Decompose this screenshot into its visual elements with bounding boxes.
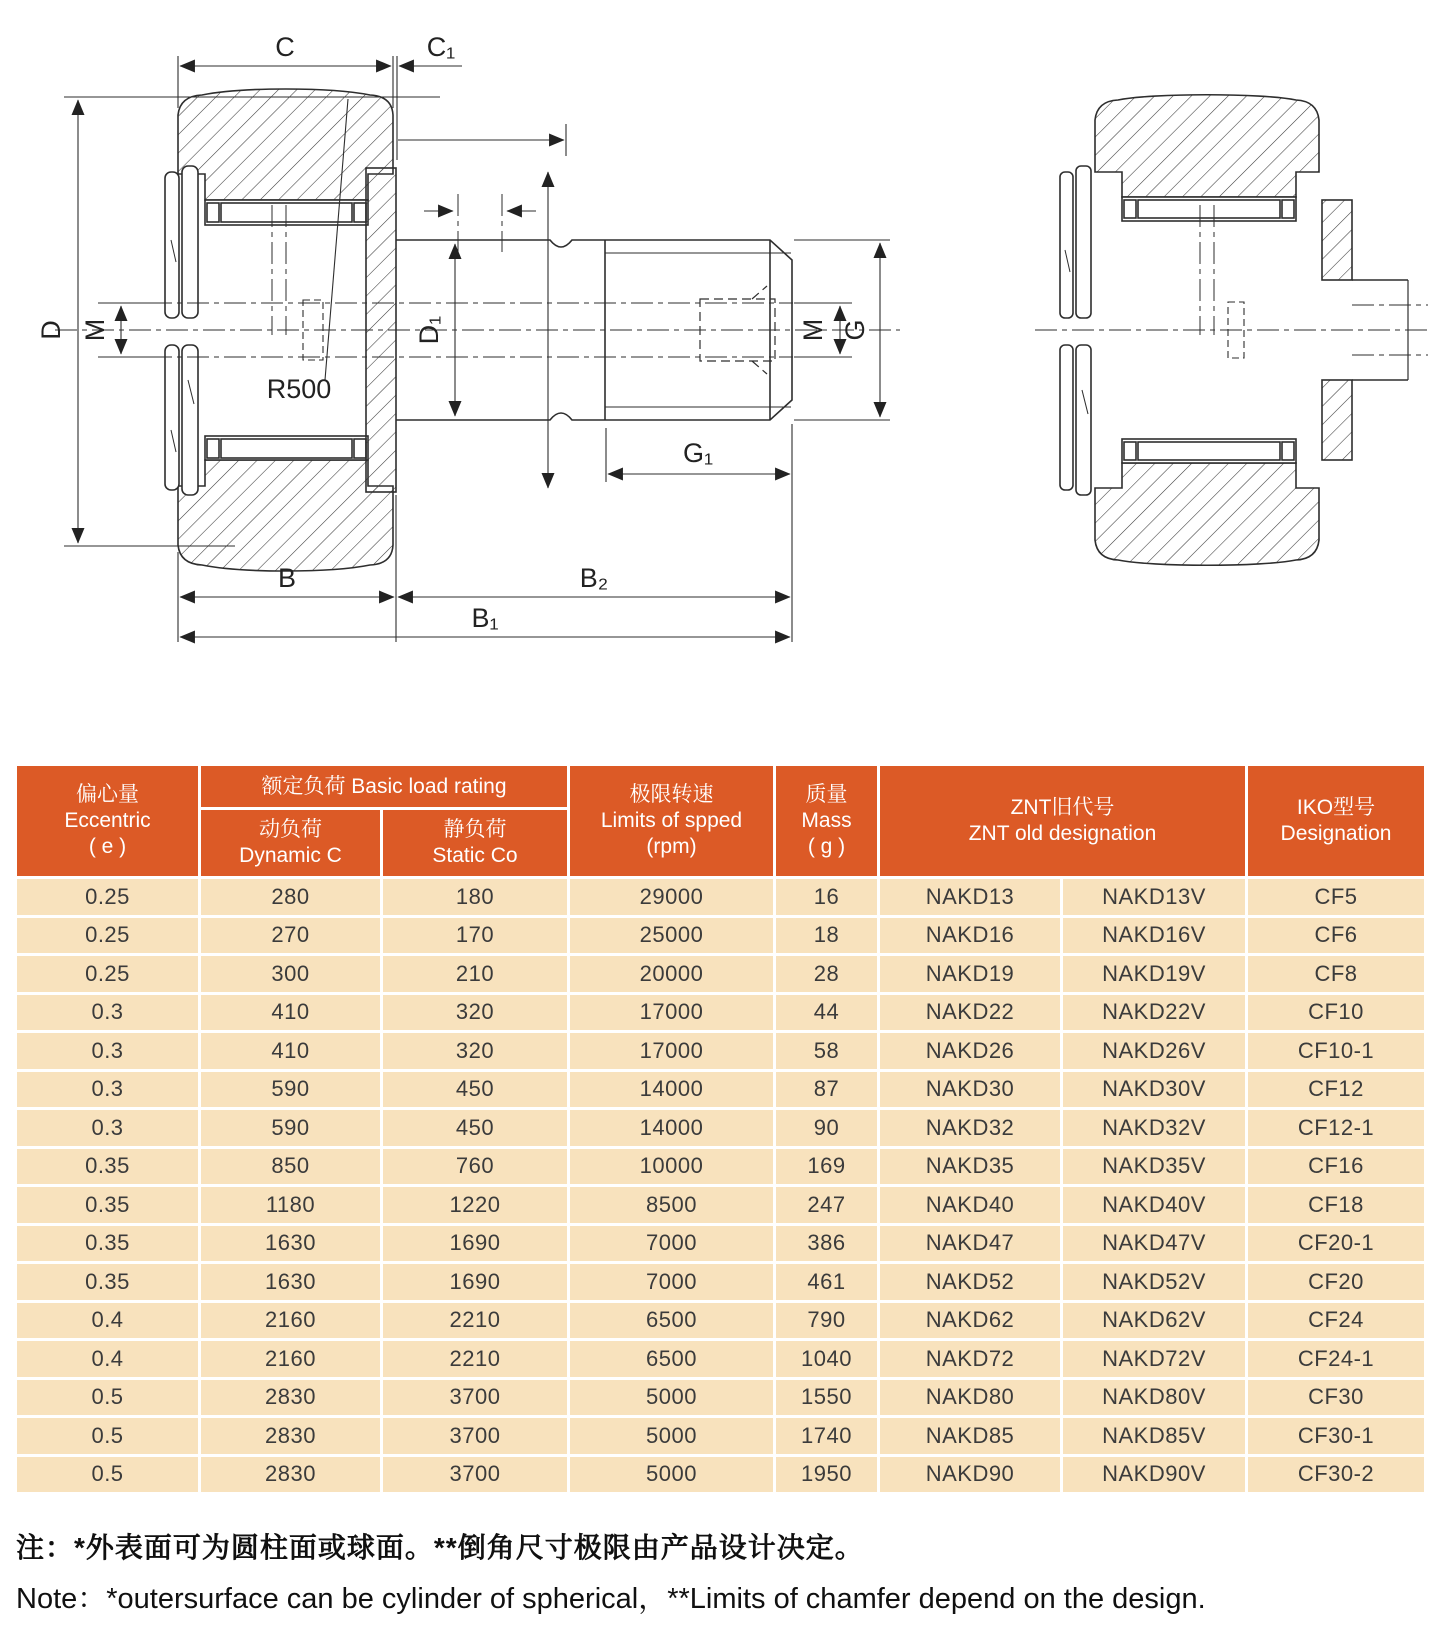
cell-mass: 28	[775, 955, 879, 994]
cell-eccentric: 0.4	[16, 1301, 200, 1340]
cell-limit-speed: 8500	[569, 1186, 775, 1225]
dim-label-b: B	[277, 563, 297, 593]
cell-mass: 44	[775, 993, 879, 1032]
cell-eccentric: 0.3	[16, 1109, 200, 1148]
cell-static-load: 450	[382, 1070, 569, 1109]
cell-dynamic-load: 2830	[200, 1378, 382, 1417]
cell-dynamic-load: 2830	[200, 1455, 382, 1494]
cell-eccentric: 0.35	[16, 1147, 200, 1186]
cell-limit-speed: 17000	[569, 993, 775, 1032]
col-header-basic-load-rating	[200, 765, 569, 809]
cell-eccentric: 0.5	[16, 1455, 200, 1494]
cell-limit-speed: 29000	[569, 878, 775, 917]
cell-eccentric: 0.5	[16, 1417, 200, 1456]
header-text: ( g )	[807, 835, 846, 858]
cell-znt-old-v: NAKD35V	[1062, 1147, 1247, 1186]
cell-iko: CF20	[1247, 1263, 1426, 1302]
cell-iko: CF5	[1247, 878, 1426, 917]
cell-iko: CF10	[1247, 993, 1426, 1032]
cell-znt-old-v: NAKD90V	[1062, 1455, 1247, 1494]
cell-znt-old: NAKD19	[879, 955, 1062, 994]
cell-znt-old: NAKD47	[879, 1224, 1062, 1263]
col-header-dynamic-load	[200, 809, 382, 878]
cell-dynamic-load: 2160	[200, 1340, 382, 1379]
dim-label-c1: C₁	[426, 32, 456, 62]
spec-table-body	[16, 878, 1426, 1494]
cell-limit-speed: 6500	[569, 1301, 775, 1340]
cell-znt-old-v: NAKD52V	[1062, 1263, 1247, 1302]
cell-iko: CF24-1	[1247, 1340, 1426, 1379]
header-text: Static Co	[432, 844, 518, 867]
cell-znt-old: NAKD90	[879, 1455, 1062, 1494]
spec-table	[14, 763, 1427, 1495]
cell-dynamic-load: 2160	[200, 1301, 382, 1340]
header-text: Limits of spped	[600, 809, 743, 832]
col-header-znt-old-designation	[879, 765, 1247, 878]
outer-ring-bottom-section	[178, 460, 393, 571]
header-text: 偏心量	[76, 783, 139, 806]
table-row	[16, 1263, 1426, 1302]
cell-iko: CF30-2	[1247, 1455, 1426, 1494]
cell-znt-old-v: NAKD32V	[1062, 1109, 1247, 1148]
cell-limit-speed: 7000	[569, 1224, 775, 1263]
cell-znt-old-v: NAKD62V	[1062, 1301, 1247, 1340]
cell-dynamic-load: 300	[200, 955, 382, 994]
cell-mass: 90	[775, 1109, 879, 1148]
cell-znt-old-v: NAKD72V	[1062, 1340, 1247, 1379]
cell-znt-old-v: NAKD19V	[1062, 955, 1247, 994]
cell-eccentric: 0.35	[16, 1263, 200, 1302]
cell-limit-speed: 6500	[569, 1340, 775, 1379]
outer-ring-top-section	[178, 89, 393, 200]
cell-iko: CF6	[1247, 916, 1426, 955]
header-text: IKO型号	[1296, 796, 1376, 819]
dim-label-r500: R500	[266, 374, 332, 404]
cell-static-load: 760	[382, 1147, 569, 1186]
cell-dynamic-load: 1180	[200, 1186, 382, 1225]
cell-eccentric: 0.5	[16, 1378, 200, 1417]
cell-dynamic-load: 590	[200, 1070, 382, 1109]
cell-static-load: 3700	[382, 1378, 569, 1417]
cell-static-load: 170	[382, 916, 569, 955]
cell-dynamic-load: 2830	[200, 1417, 382, 1456]
table-row	[16, 1378, 1426, 1417]
cell-iko: CF10-1	[1247, 1032, 1426, 1071]
cell-znt-old-v: NAKD16V	[1062, 916, 1247, 955]
footnote-chinese: 注：*外表面可为圆柱面或球面。**倒角尺寸极限由产品设计决定。	[16, 1532, 864, 1563]
header-text: 动负荷	[259, 818, 322, 841]
cell-eccentric: 0.25	[16, 955, 200, 994]
outer-ring-bottom-section	[1095, 463, 1319, 565]
cell-iko: CF20-1	[1247, 1224, 1426, 1263]
cell-dynamic-load: 850	[200, 1147, 382, 1186]
cell-limit-speed: 25000	[569, 916, 775, 955]
table-row	[16, 1417, 1426, 1456]
right-view-yoke-section	[1035, 95, 1430, 566]
cell-static-load: 450	[382, 1109, 569, 1148]
cell-static-load: 180	[382, 878, 569, 917]
header-text: Mass	[801, 809, 852, 832]
header-text: Eccentric	[64, 809, 151, 832]
cell-static-load: 1690	[382, 1224, 569, 1263]
cell-limit-speed: 5000	[569, 1378, 775, 1417]
header-text: 质量	[805, 783, 848, 806]
needle-rollers-top	[1122, 197, 1296, 221]
header-text: 极限转速	[629, 783, 714, 806]
cell-dynamic-load: 1630	[200, 1263, 382, 1302]
cell-znt-old: NAKD26	[879, 1032, 1062, 1071]
cell-iko: CF12	[1247, 1070, 1426, 1109]
cell-mass: 18	[775, 916, 879, 955]
cell-znt-old: NAKD72	[879, 1340, 1062, 1379]
table-row	[16, 1070, 1426, 1109]
dim-label-g1: G₁	[682, 438, 714, 468]
cell-eccentric: 0.35	[16, 1186, 200, 1225]
cell-znt-old-v: NAKD22V	[1062, 993, 1247, 1032]
cell-znt-old: NAKD80	[879, 1378, 1062, 1417]
table-row	[16, 1340, 1426, 1379]
cell-znt-old: NAKD30	[879, 1070, 1062, 1109]
cell-mass: 1740	[775, 1417, 879, 1456]
header-text: ZNT old designation	[968, 822, 1157, 845]
col-header-static-load	[382, 809, 569, 878]
header-text: ZNT旧代号	[1010, 796, 1115, 819]
cell-znt-old-v: NAKD85V	[1062, 1417, 1247, 1456]
cell-znt-old: NAKD22	[879, 993, 1062, 1032]
table-row	[16, 1032, 1426, 1071]
footnote-english: Note：*outersurface can be cylinder of spherical，**Limits of chamfer depend on the design.	[16, 1583, 1206, 1615]
cell-iko: CF8	[1247, 955, 1426, 994]
cell-iko: CF24	[1247, 1301, 1426, 1340]
cell-dynamic-load: 410	[200, 993, 382, 1032]
cell-mass: 461	[775, 1263, 879, 1302]
table-row	[16, 1301, 1426, 1340]
cell-limit-speed: 5000	[569, 1455, 775, 1494]
dim-label-b2: B₂	[579, 563, 609, 593]
dim-label-d1: D₁	[414, 315, 444, 345]
cell-static-load: 1690	[382, 1263, 569, 1302]
cell-eccentric: 0.35	[16, 1224, 200, 1263]
cell-dynamic-load: 270	[200, 916, 382, 955]
cell-static-load: 2210	[382, 1340, 569, 1379]
cell-static-load: 3700	[382, 1455, 569, 1494]
cell-eccentric: 0.25	[16, 916, 200, 955]
table-row	[16, 1186, 1426, 1225]
cell-znt-old: NAKD16	[879, 916, 1062, 955]
header-text: (rpm)	[646, 835, 697, 858]
cell-dynamic-load: 590	[200, 1109, 382, 1148]
cell-mass: 87	[775, 1070, 879, 1109]
header-text: Designation	[1280, 822, 1392, 845]
cell-iko: CF16	[1247, 1147, 1426, 1186]
cell-mass: 169	[775, 1147, 879, 1186]
cell-static-load: 1220	[382, 1186, 569, 1225]
cell-limit-speed: 17000	[569, 1032, 775, 1071]
cell-iko: CF30-1	[1247, 1417, 1426, 1456]
cell-limit-speed: 20000	[569, 955, 775, 994]
cell-iko: CF18	[1247, 1186, 1426, 1225]
col-header-limit-speed	[569, 765, 775, 878]
cell-eccentric: 0.4	[16, 1340, 200, 1379]
cell-static-load: 2210	[382, 1301, 569, 1340]
col-header-mass	[775, 765, 879, 878]
dim-label-b1: B₁	[471, 603, 499, 633]
cell-znt-old-v: NAKD47V	[1062, 1224, 1247, 1263]
cell-limit-speed: 7000	[569, 1263, 775, 1302]
cell-znt-old: NAKD35	[879, 1147, 1062, 1186]
cell-dynamic-load: 1630	[200, 1224, 382, 1263]
cell-mass: 247	[775, 1186, 879, 1225]
table-row	[16, 1147, 1426, 1186]
cell-limit-speed: 5000	[569, 1417, 775, 1456]
table-row	[16, 1109, 1426, 1148]
cell-eccentric: 0.3	[16, 993, 200, 1032]
footnotes	[16, 1526, 1416, 1617]
dim-label-d: D	[36, 320, 66, 340]
cell-iko: CF12-1	[1247, 1109, 1426, 1148]
cell-static-load: 3700	[382, 1417, 569, 1456]
technical-drawing	[0, 0, 1437, 745]
cell-mass: 790	[775, 1301, 879, 1340]
col-header-eccentric	[16, 765, 200, 878]
table-row	[16, 1455, 1426, 1494]
cell-znt-old: NAKD40	[879, 1186, 1062, 1225]
header-text: 静负荷	[443, 818, 507, 841]
cell-znt-old: NAKD32	[879, 1109, 1062, 1148]
technical-drawing-area	[0, 0, 1437, 745]
outer-ring-top-section	[1095, 95, 1319, 197]
dim-label-c: C	[275, 32, 295, 62]
dim-label-m-left: M	[80, 318, 110, 342]
cell-znt-old-v: NAKD30V	[1062, 1070, 1247, 1109]
cell-eccentric: 0.25	[16, 878, 200, 917]
cell-znt-old: NAKD52	[879, 1263, 1062, 1302]
cell-mass: 58	[775, 1032, 879, 1071]
cell-mass: 386	[775, 1224, 879, 1263]
cell-static-load: 320	[382, 1032, 569, 1071]
cell-limit-speed: 14000	[569, 1109, 775, 1148]
cell-limit-speed: 14000	[569, 1070, 775, 1109]
cell-mass: 1040	[775, 1340, 879, 1379]
cell-znt-old: NAKD85	[879, 1417, 1062, 1456]
cell-znt-old: NAKD13	[879, 878, 1062, 917]
left-view-stud-cam-follower	[36, 32, 900, 642]
needle-rollers-bottom	[1122, 439, 1296, 463]
table-row	[16, 878, 1426, 917]
cell-iko: CF30	[1247, 1378, 1426, 1417]
cell-static-load: 210	[382, 955, 569, 994]
cell-znt-old-v: NAKD40V	[1062, 1186, 1247, 1225]
cell-znt-old-v: NAKD13V	[1062, 878, 1247, 917]
cell-znt-old-v: NAKD26V	[1062, 1032, 1247, 1071]
cell-mass: 1550	[775, 1378, 879, 1417]
cell-znt-old: NAKD62	[879, 1301, 1062, 1340]
table-row	[16, 916, 1426, 955]
header-text: Dynamic C	[239, 844, 342, 867]
table-row	[16, 993, 1426, 1032]
cell-mass: 1950	[775, 1455, 879, 1494]
col-header-iko-designation	[1247, 765, 1426, 878]
table-row	[16, 955, 1426, 994]
cell-static-load: 320	[382, 993, 569, 1032]
dim-label-g: G	[840, 319, 870, 341]
header-text: 额定负荷 Basic load rating	[261, 774, 507, 798]
needle-rollers-bottom	[205, 436, 368, 460]
cell-eccentric: 0.3	[16, 1070, 200, 1109]
cell-eccentric: 0.3	[16, 1032, 200, 1071]
spec-table-header	[16, 765, 1426, 878]
cell-znt-old-v: NAKD80V	[1062, 1378, 1247, 1417]
cell-limit-speed: 10000	[569, 1147, 775, 1186]
cell-mass: 16	[775, 878, 879, 917]
cell-dynamic-load: 280	[200, 878, 382, 917]
header-text: ( e )	[88, 835, 127, 858]
cell-dynamic-load: 410	[200, 1032, 382, 1071]
dim-label-m-right: M	[798, 318, 828, 342]
table-row	[16, 1224, 1426, 1263]
